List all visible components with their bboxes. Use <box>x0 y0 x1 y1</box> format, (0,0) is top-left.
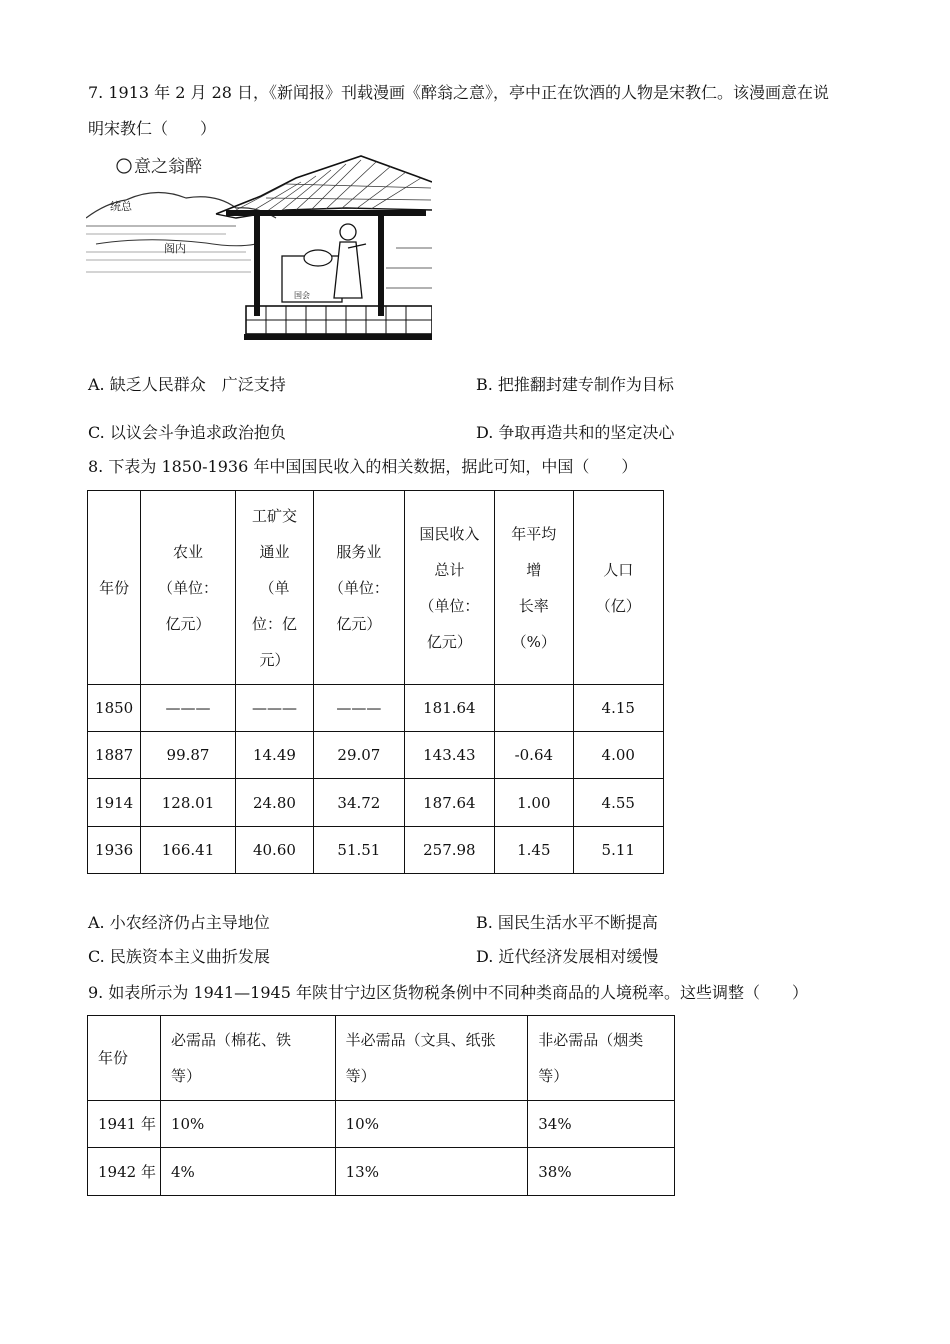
national-income-table <box>87 490 664 874</box>
tax-rate-table <box>87 1015 675 1196</box>
cartoon-label-pot: 国会 <box>294 291 310 300</box>
header-year: 年份 <box>88 1016 161 1101</box>
cartoon-image <box>86 148 432 346</box>
table-row: 1941 年 10% 10% 34% <box>88 1101 675 1148</box>
cartoon-label-left: 统总 <box>110 200 132 213</box>
q8-option-b[interactable]: B. 国民生活水平不断提高 <box>476 913 658 932</box>
header-year: 年份 <box>88 491 141 685</box>
header-population: 人口 （亿） <box>573 491 664 685</box>
table-header-row <box>88 1016 675 1101</box>
header-growth: 年平均 增 长率 （%） <box>495 491 573 685</box>
table-row: 1914 128.01 24.80 34.72 187.64 1.00 4.55 <box>88 779 664 827</box>
header-industry: 工矿交 通业 （单 位：亿 元） <box>235 491 313 685</box>
q7-option-a[interactable]: A. 缺乏人民群众 广泛支持 <box>88 375 286 394</box>
q7-stem-line2: 明宋教仁（ ） <box>88 119 217 138</box>
header-necessities: 必需品（棉花、铁 等） <box>160 1016 335 1101</box>
q7-option-b[interactable]: B. 把推翻封建专制作为目标 <box>476 375 674 394</box>
header-total: 国民收入 总计 （单位： 亿元） <box>404 491 494 685</box>
q7-option-d[interactable]: D. 争取再造共和的坚定决心 <box>476 423 675 442</box>
header-non-necessities: 非必需品（烟类 等） <box>528 1016 675 1101</box>
table-header-row <box>88 491 664 685</box>
q7-stem-line1: 7. 1913 年 2 月 28 日，《新闻报》刊载漫画《醉翁之意》，亭中正在饮酒的人物是宋教仁。该漫画意在说 <box>88 83 830 102</box>
header-service: 服务业 （单位： 亿元） <box>314 491 404 685</box>
header-semi-necessities: 半必需品（文具、纸张 等） <box>335 1016 528 1101</box>
cartoon-label-center: 阁内 <box>164 242 186 255</box>
q7-option-c[interactable]: C. 以议会斗争追求政治抱负 <box>88 423 286 442</box>
cartoon-title: 意之翁醉 <box>134 157 202 177</box>
table-row: 1850 ——— ——— ——— 181.64 4.15 <box>88 685 664 732</box>
q9-stem: 9. 如表所示为 1941—1945 年陕甘宁边区货物税条例中不同种类商品的人境税率。这些调整（ ） <box>88 983 808 1002</box>
header-agriculture: 农业 （单位： 亿元） <box>141 491 235 685</box>
table-row: 1887 99.87 14.49 29.07 143.43 -0.64 4.00 <box>88 732 664 779</box>
q8-option-d[interactable]: D. 近代经济发展相对缓慢 <box>476 947 659 966</box>
table-row: 1936 166.41 40.60 51.51 257.98 1.45 5.11 <box>88 827 664 874</box>
q8-option-a[interactable]: A. 小农经济仍占主导地位 <box>88 913 270 932</box>
q8-stem: 8. 下表为 1850-1936 年中国国民收入的相关数据，据此可知，中国（ ） <box>88 457 638 476</box>
table-row: 1942 年 4% 13% 38% <box>88 1148 675 1196</box>
q8-option-c[interactable]: C. 民族资本主义曲折发展 <box>88 947 270 966</box>
